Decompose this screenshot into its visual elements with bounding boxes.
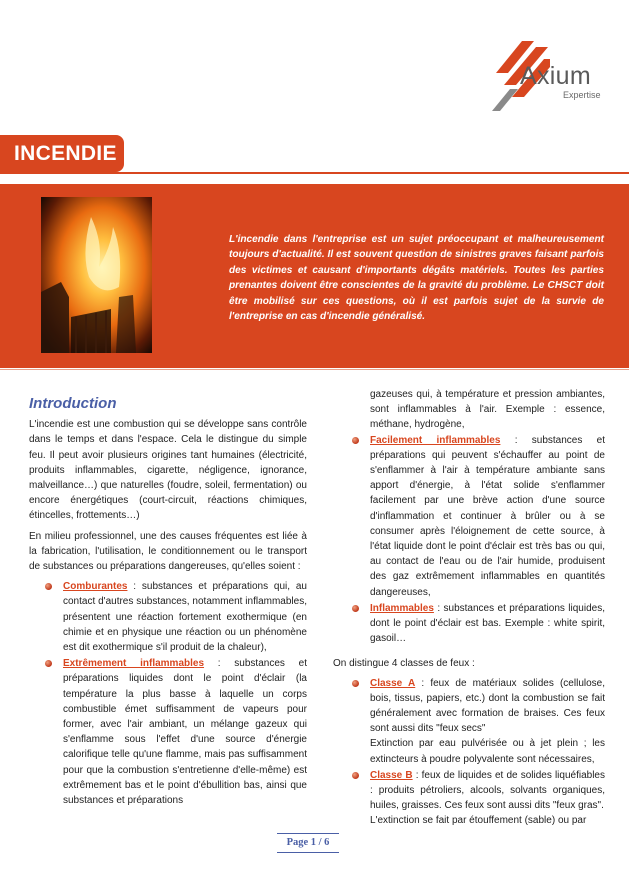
list-item-continuation: gazeuses qui, à température et pression ambiantes, sont inflammables à l'air. Exemple : essence, méthane, hydrogène, — [370, 389, 605, 431]
banner-text: L'incendie dans l'entreprise est un sujet préoccupant et malheureusement toujours d'actualité. Il est souvent question de sinistres graves faisant parfois des victimes et causant d'importants dégâts matériels. Toutes les parties prenantes doivent être conscientes de la gravité du problème. Le CHSCT doit être mobilisé sur ces questions, où il est parfois sujet de la survie de l'entreprise en cas d'incendie généralisé. — [229, 234, 604, 323]
section-heading-introduction: Introduction — [29, 395, 117, 412]
list-item-text: : substances et préparations liquides dont le point d'éclair (la température la plus basse à laquelle un corps combustible émet suffisamment de vapeurs pour former, avec l'air ambiant, un mélange gazeux qui s'enflamme sous l'effet d'une source d'énergie calorifique telle qu'une flamme, mais pas suffisamment pour que la combustion s'entretienne d'elle-même) est extrêmement bas et le point d'ébullition bas, ainsi que substances et préparations — [63, 658, 307, 807]
list-item-term: Classe B — [370, 769, 413, 781]
title-rule — [0, 172, 629, 174]
list-item-term: Facilement inflammables — [370, 434, 501, 446]
classes-intro: On distingue 4 classes de feux : — [333, 658, 475, 670]
left-column — [29, 396, 307, 809]
page-number — [277, 833, 339, 853]
right-column — [333, 387, 605, 830]
list-item-term: Extrêmement inflammables — [63, 658, 205, 670]
substance-list — [29, 579, 307, 808]
bullet-icon — [352, 772, 359, 779]
list-item — [370, 433, 605, 600]
list-item — [370, 601, 605, 647]
substance-list-continued — [333, 433, 605, 647]
list-item — [63, 656, 307, 808]
fire-photo — [41, 197, 152, 353]
bullet-icon — [45, 583, 52, 590]
brand-name: Axium — [520, 62, 591, 90]
list-item-term: Comburantes — [63, 581, 128, 593]
list-item-term: Inflammables — [370, 602, 434, 614]
list-item-extra: L'extinction se fait par étouffement (sable) ou par — [370, 815, 587, 827]
list-item-extra: Extinction par eau pulvérisée ou à jet plein ; les extincteurs à poudre polyvalente sont nécessaires, — [370, 738, 605, 765]
intro-paragraph-2: En milieu professionnel, une des causes fréquentes est liée à la fabrication, l'utilisation, le conditionnement ou le transport de substances ou préparations dangereuses, qu'elles soient : — [29, 530, 307, 573]
list-item-text: : feux de liquides et de solides liquéfiables : produits pétroliers, alcools, solvants organiques, huiles, graisses. Ces feux sont aussi dits "feux gras". — [370, 769, 605, 812]
list-item-text: : substances et préparations liquides, dont le point d'éclair est bas. Exemple : white spirit, gasoil… — [370, 602, 605, 645]
bullet-icon — [352, 605, 359, 612]
brand-tagline: Expertise — [563, 90, 601, 100]
page-number-label: Page 1 / 6 — [286, 837, 330, 848]
list-item-text: : substances et préparations qui, au contact d'autres substances, notamment inflammables, présentent une réaction fortement exothermique (en chimie et en physique une réaction ou un phénomène est dit exothermique s'il produit de la chaleur), — [63, 581, 307, 654]
list-item-text: : feux de matériaux solides (cellulose, bois, tissus, papiers, etc.) dont la combustion se fait généralement avec formation de braises. Ces feux sont aussi dits "feux secs" — [370, 677, 605, 735]
page-title-tab — [0, 135, 124, 172]
bullet-icon — [352, 680, 359, 687]
list-item — [370, 676, 605, 767]
intro-paragraph-1: L'incendie est une combustion qui se développe sans contrôle dans le temps et dans l'espace. Cela le distingue du simple feu. Il peut avoir plusieurs origines tant humaines (électricité, produits inflammables, cigarette, négligence, ignorance, malveillance…) que naturelles (foudre, soleil, fermentation) ou encore énergétiques (court-circuit, réactions chimiques, étincelles, frottements…) — [29, 419, 307, 522]
list-item-text: : substances et préparations qui peuvent s'échauffer au point de s'enflammer à l'air à température ambiante sans apport d'énergie, à l'état solide s'enflammer facilement par une brève action d'une source d'inflammation et continuer à brûler ou à se consumer après l'éloignement de cette source, à l'état liquide dont le point d'éclair est très bas ou qui, au contact de l'eau ou de l'air humide, produisent des gaz extrêmement inflammables en quantités dangereuses, — [370, 434, 605, 598]
list-item — [370, 768, 605, 829]
bullet-icon — [352, 437, 359, 444]
banner-divider — [0, 369, 629, 370]
list-item — [63, 579, 307, 655]
bullet-icon — [45, 660, 52, 667]
page-title: INCENDIE — [14, 142, 117, 165]
list-item-term: Classe A — [370, 677, 416, 689]
fire-class-list — [333, 676, 605, 829]
